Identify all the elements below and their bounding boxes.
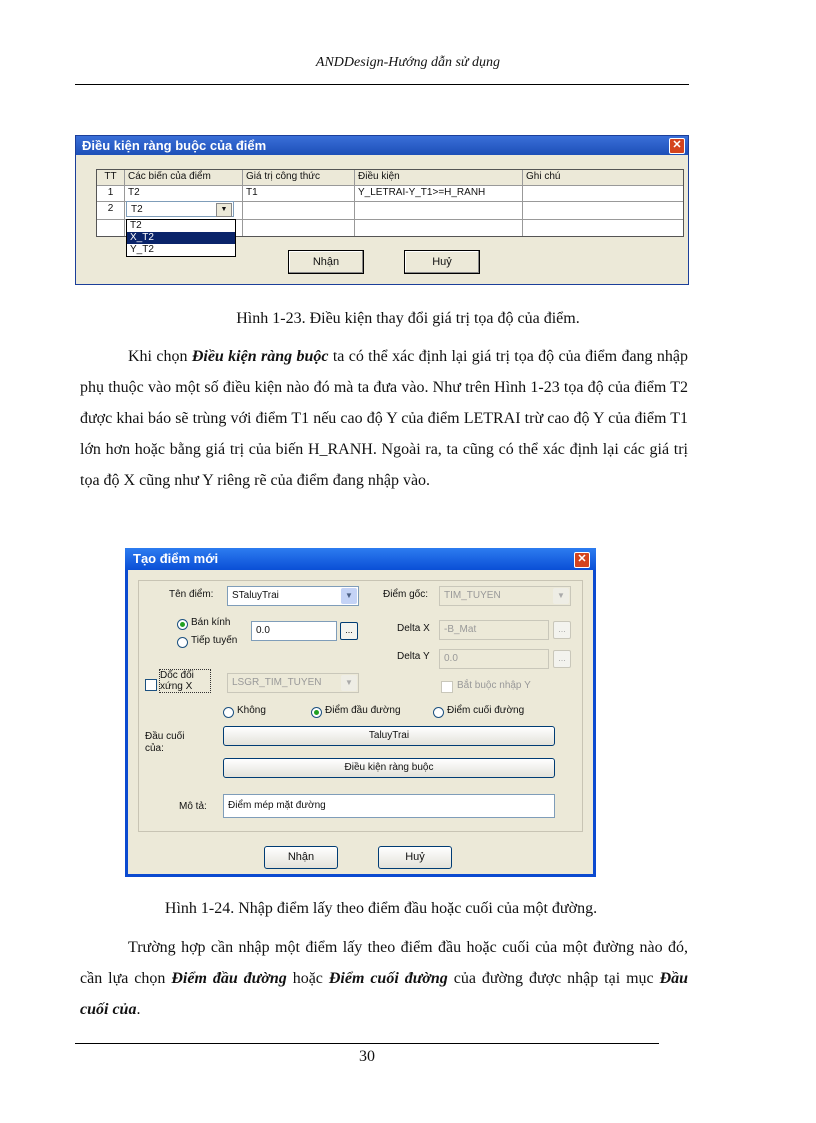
dialog-title: Điều kiện ràng buộc của điểm [82, 138, 267, 153]
dau-cuoi-label: Đầu cuối của: [145, 731, 185, 754]
header-rule [75, 84, 689, 85]
diem-goc-select[interactable] [439, 586, 571, 606]
browse-button[interactable]: ... [340, 622, 358, 640]
cell[interactable] [523, 202, 683, 219]
new-point-dialog [125, 548, 596, 877]
para2-lead: Trường hợp cần nhập một điểm lấy theo điểm đầu hoặc cuối của một đường nào đó, cần lựa chọn [80, 939, 688, 987]
cell[interactable] [355, 220, 523, 236]
chevron-down-icon[interactable]: ▼ [341, 588, 357, 604]
term-constraint: Điều kiện ràng buộc [191, 348, 329, 365]
col-formula[interactable]: Giá trị công thức [243, 170, 355, 185]
ok-button[interactable]: Nhận [264, 846, 338, 869]
paragraph-1 [80, 341, 688, 496]
doc-doi-select[interactable] [227, 673, 359, 693]
paragraph-2 [80, 932, 688, 1025]
cell[interactable]: 2 [97, 202, 125, 219]
cell[interactable]: T2 [125, 186, 243, 201]
dialog-titlebar [76, 136, 688, 155]
close-icon[interactable]: ✕ [669, 138, 685, 154]
cell[interactable]: T1 [243, 186, 355, 201]
dialog-title: Tạo điểm mới [133, 551, 219, 566]
cell[interactable] [523, 220, 683, 236]
para2-end: . [136, 1001, 141, 1018]
variable-dropdown-list [126, 219, 236, 257]
table-row[interactable] [97, 186, 683, 202]
doc-doi-value: LSGR_TIM_TUYEN [232, 677, 322, 688]
dropdown-option-selected[interactable]: X_T2 [127, 232, 235, 244]
radio-khong[interactable] [223, 707, 234, 718]
para1-body: ta có thể xác định lại giá trị tọa độ của điểm đang nhập phụ thuộc vào một số điều kiện nào đó mà ta đưa vào. Như trên Hình 1-23 tọa độ của điểm T2 được khai báo sẽ trùng với điểm T1 nếu cao độ Y của điểm LETRAI trừ cao độ Y của điểm T1 lớn hơn hoặc bằng giá trị của biến H_RANH. Ngoài ra, ta cũng có thể xác định lại các giá trị tọa độ X cũng như Y riêng rẽ của điểm đang nhập vào. [80, 348, 689, 489]
cancel-button[interactable]: Huỷ [404, 250, 480, 274]
term-diem-dau: Điểm đầu đường [171, 970, 287, 987]
browse-button[interactable]: ... [553, 650, 571, 668]
chevron-down-icon[interactable]: ▼ [553, 588, 569, 604]
cell[interactable] [243, 220, 355, 236]
para2-mid: hoặc [286, 970, 329, 987]
ok-button[interactable]: Nhận [288, 250, 364, 274]
grid-header [97, 170, 683, 186]
ten-diem-select[interactable] [227, 586, 359, 606]
col-note[interactable]: Ghi chú [523, 170, 683, 185]
dieu-kien-button[interactable]: Điều kiện ràng buộc [223, 758, 555, 778]
dropdown-option[interactable]: Y_T2 [130, 244, 154, 255]
mo-ta-label: Mô tả: [179, 801, 207, 812]
cell[interactable] [97, 220, 125, 236]
para2-mid2: của đường được nhập tại mục [447, 970, 660, 987]
combo-value: T2 [131, 204, 143, 215]
cell[interactable]: Y_LETRAI-Y_T1>=H_RANH [355, 186, 523, 201]
delta-y-input[interactable]: 0.0 [439, 649, 549, 669]
diem-goc-label: Điểm gốc: [383, 589, 429, 600]
footer-rule [75, 1043, 659, 1044]
ten-diem-value: STaluyTrai [232, 590, 279, 601]
para1-lead: Khi chọn [128, 348, 192, 365]
close-icon[interactable]: ✕ [574, 552, 590, 568]
figure-caption: Hình 1-24. Nhập điểm lấy theo điểm đầu hoặc cuối của một đường. [164, 900, 598, 917]
doc-doi-checkbox[interactable] [145, 679, 157, 691]
cell[interactable] [355, 202, 523, 219]
radio-diem-cuoi[interactable] [433, 707, 444, 718]
mo-ta-input[interactable]: Điểm mép mặt đường [223, 794, 555, 818]
bat-buoc-label: Bắt buộc nhập Y [457, 680, 531, 691]
variable-combo[interactable] [126, 201, 234, 217]
cell[interactable]: 1 [97, 186, 125, 201]
col-tt[interactable]: TT [97, 170, 125, 185]
term-diem-cuoi: Điểm cuối đường [328, 970, 448, 987]
ten-diem-label: Tên điểm: [169, 589, 214, 600]
constraint-dialog [75, 135, 689, 285]
browse-button[interactable]: ... [553, 621, 571, 639]
cancel-button[interactable]: Huỷ [378, 846, 452, 869]
cell[interactable] [243, 202, 355, 219]
diem-goc-value: TIM_TUYEN [444, 590, 501, 601]
chevron-down-icon[interactable]: ▼ [216, 203, 232, 217]
cell[interactable] [523, 186, 683, 201]
figure-caption: Hình 1-23. Điều kiện thay đổi giá trị tọa độ của điểm. [236, 310, 580, 327]
radio-diem-dau[interactable] [311, 707, 322, 718]
page-header: ANDDesign-Hướng dẫn sử dụng [315, 55, 501, 70]
dropdown-option[interactable]: T2 [130, 220, 142, 231]
doc-doi-label: Dốc đối xứng X [159, 669, 211, 693]
bat-buoc-checkbox[interactable] [441, 681, 453, 693]
dialog-titlebar [125, 548, 596, 570]
col-condition[interactable]: Điều kiện [355, 170, 523, 185]
dau-cuoi-button[interactable]: TaluyTrai [223, 726, 555, 746]
term-dau-cuoi: Đầu cuối của [80, 970, 689, 1018]
col-variables[interactable]: Các biến của điểm [125, 170, 243, 185]
radio-ban-kinh[interactable] [177, 619, 188, 630]
dialog-body [138, 580, 583, 832]
page-number: 30 [359, 1048, 375, 1065]
radio-tiep-tuyen[interactable] [177, 637, 188, 648]
radio-diem-dau-label: Điểm đầu đường [325, 705, 401, 716]
radius-input[interactable]: 0.0 [251, 621, 337, 641]
delta-y-label: Delta Y [397, 651, 430, 662]
tiep-tuyen-label: Tiếp tuyến [191, 635, 238, 646]
radio-diem-cuoi-label: Điểm cuối đường [447, 705, 525, 716]
ban-kinh-label: Bán kính [191, 617, 231, 628]
delta-x-input[interactable]: -B_Mat [439, 620, 549, 640]
chevron-down-icon[interactable]: ▼ [341, 675, 357, 691]
delta-x-label: Delta X [397, 623, 430, 634]
radio-khong-label: Không [237, 705, 266, 716]
